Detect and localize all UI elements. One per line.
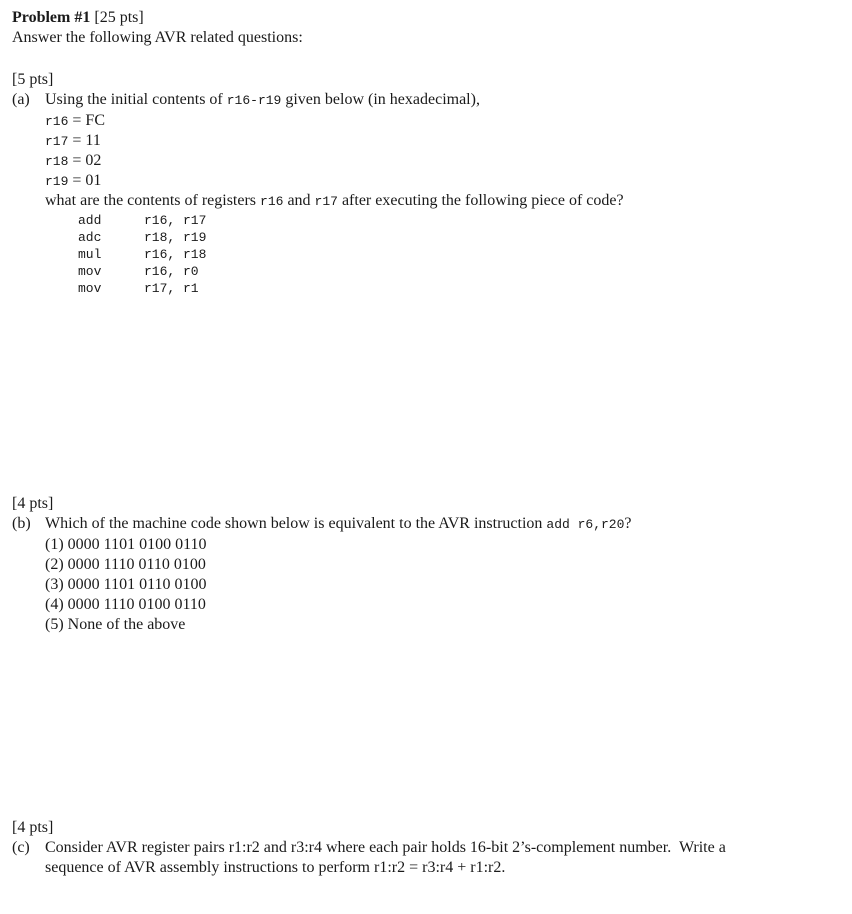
part-c-label: (c) <box>12 839 30 856</box>
register-line <box>45 151 840 171</box>
followup-reg1: r16 <box>260 194 284 209</box>
option-item: (3) 0000 1101 0110 0100 <box>45 576 207 593</box>
code-block <box>12 212 840 297</box>
code-line <box>78 280 840 297</box>
followup-reg2: r17 <box>314 194 338 209</box>
problem-title <box>12 8 840 28</box>
part-a-text-after: given below (in hexadecimal), <box>281 91 480 108</box>
part-b-text <box>45 514 840 535</box>
code-line <box>78 212 840 229</box>
register-value: = 01 <box>68 172 102 189</box>
register-list <box>12 111 840 191</box>
part-b-label: (b) <box>12 515 31 532</box>
code-opcode: add <box>78 213 102 228</box>
part-b-question <box>12 514 840 535</box>
problem-title-points: [25 pts] <box>90 9 144 26</box>
part-a-points: [5 pts] <box>12 71 54 88</box>
register-value: = FC <box>68 112 105 129</box>
code-line <box>78 229 840 246</box>
code-opcode: mov <box>78 264 102 279</box>
part-a-label: (a) <box>12 91 30 108</box>
part-c-text <box>45 838 840 878</box>
register-name: r18 <box>45 154 69 169</box>
problem-title-bold: Problem #1 <box>12 9 91 26</box>
problem-intro: Answer the following AVR related questions: <box>12 29 303 46</box>
register-line <box>45 131 840 151</box>
code-operands: r16, r0 <box>144 264 199 279</box>
part-c <box>12 818 840 878</box>
code-operands: r16, r17 <box>144 213 207 228</box>
option-item: (5) None of the above <box>45 616 186 633</box>
register-name: r16 <box>45 114 69 129</box>
register-line <box>45 171 840 191</box>
register-name: r17 <box>45 134 69 149</box>
part-c-line-1: Consider AVR register pairs r1:r2 and r3:r4 where each pair holds 16-bit 2’s-complement number. Write a <box>45 839 726 856</box>
code-opcode: mov <box>78 281 102 296</box>
followup-and: and <box>283 192 315 209</box>
part-b-text-after: ? <box>624 515 632 532</box>
part-c-line-2: sequence of AVR assembly instructions to perform r1:r2 = r3:r4 + r1:r2. <box>45 859 506 876</box>
code-operands: r17, r1 <box>144 281 199 296</box>
register-value: = 11 <box>68 132 101 149</box>
code-opcode: adc <box>78 230 102 245</box>
followup-before: what are the contents of registers <box>45 192 261 209</box>
option-item: (2) 0000 1110 0110 0100 <box>45 556 206 573</box>
option-item: (1) 0000 1101 0100 0110 <box>45 536 207 553</box>
part-a-question <box>12 90 840 111</box>
part-a-text-code: r16-r19 <box>226 93 282 108</box>
option-list <box>12 535 840 635</box>
part-c-points: [4 pts] <box>12 819 54 836</box>
part-a-text <box>45 90 840 111</box>
part-b <box>12 494 840 635</box>
part-b-text-code: add r6,r20 <box>546 517 625 532</box>
register-line <box>45 111 840 131</box>
part-b-points: [4 pts] <box>12 495 54 512</box>
code-operands: r16, r18 <box>144 247 207 262</box>
part-c-question <box>12 838 840 878</box>
part-a-text-before: Using the initial contents of <box>45 91 227 108</box>
problem-header <box>12 8 840 48</box>
part-a <box>12 70 840 297</box>
part-a-followup <box>12 191 840 212</box>
part-b-text-before: Which of the machine code shown below is equivalent to the AVR instruction <box>45 515 547 532</box>
register-value: = 02 <box>68 152 102 169</box>
register-name: r19 <box>45 174 69 189</box>
option-item: (4) 0000 1110 0100 0110 <box>45 596 206 613</box>
code-line <box>78 263 840 280</box>
code-operands: r18, r19 <box>144 230 207 245</box>
code-line <box>78 246 840 263</box>
followup-after: after executing the following piece of code? <box>337 192 624 209</box>
code-opcode: mul <box>78 247 102 262</box>
